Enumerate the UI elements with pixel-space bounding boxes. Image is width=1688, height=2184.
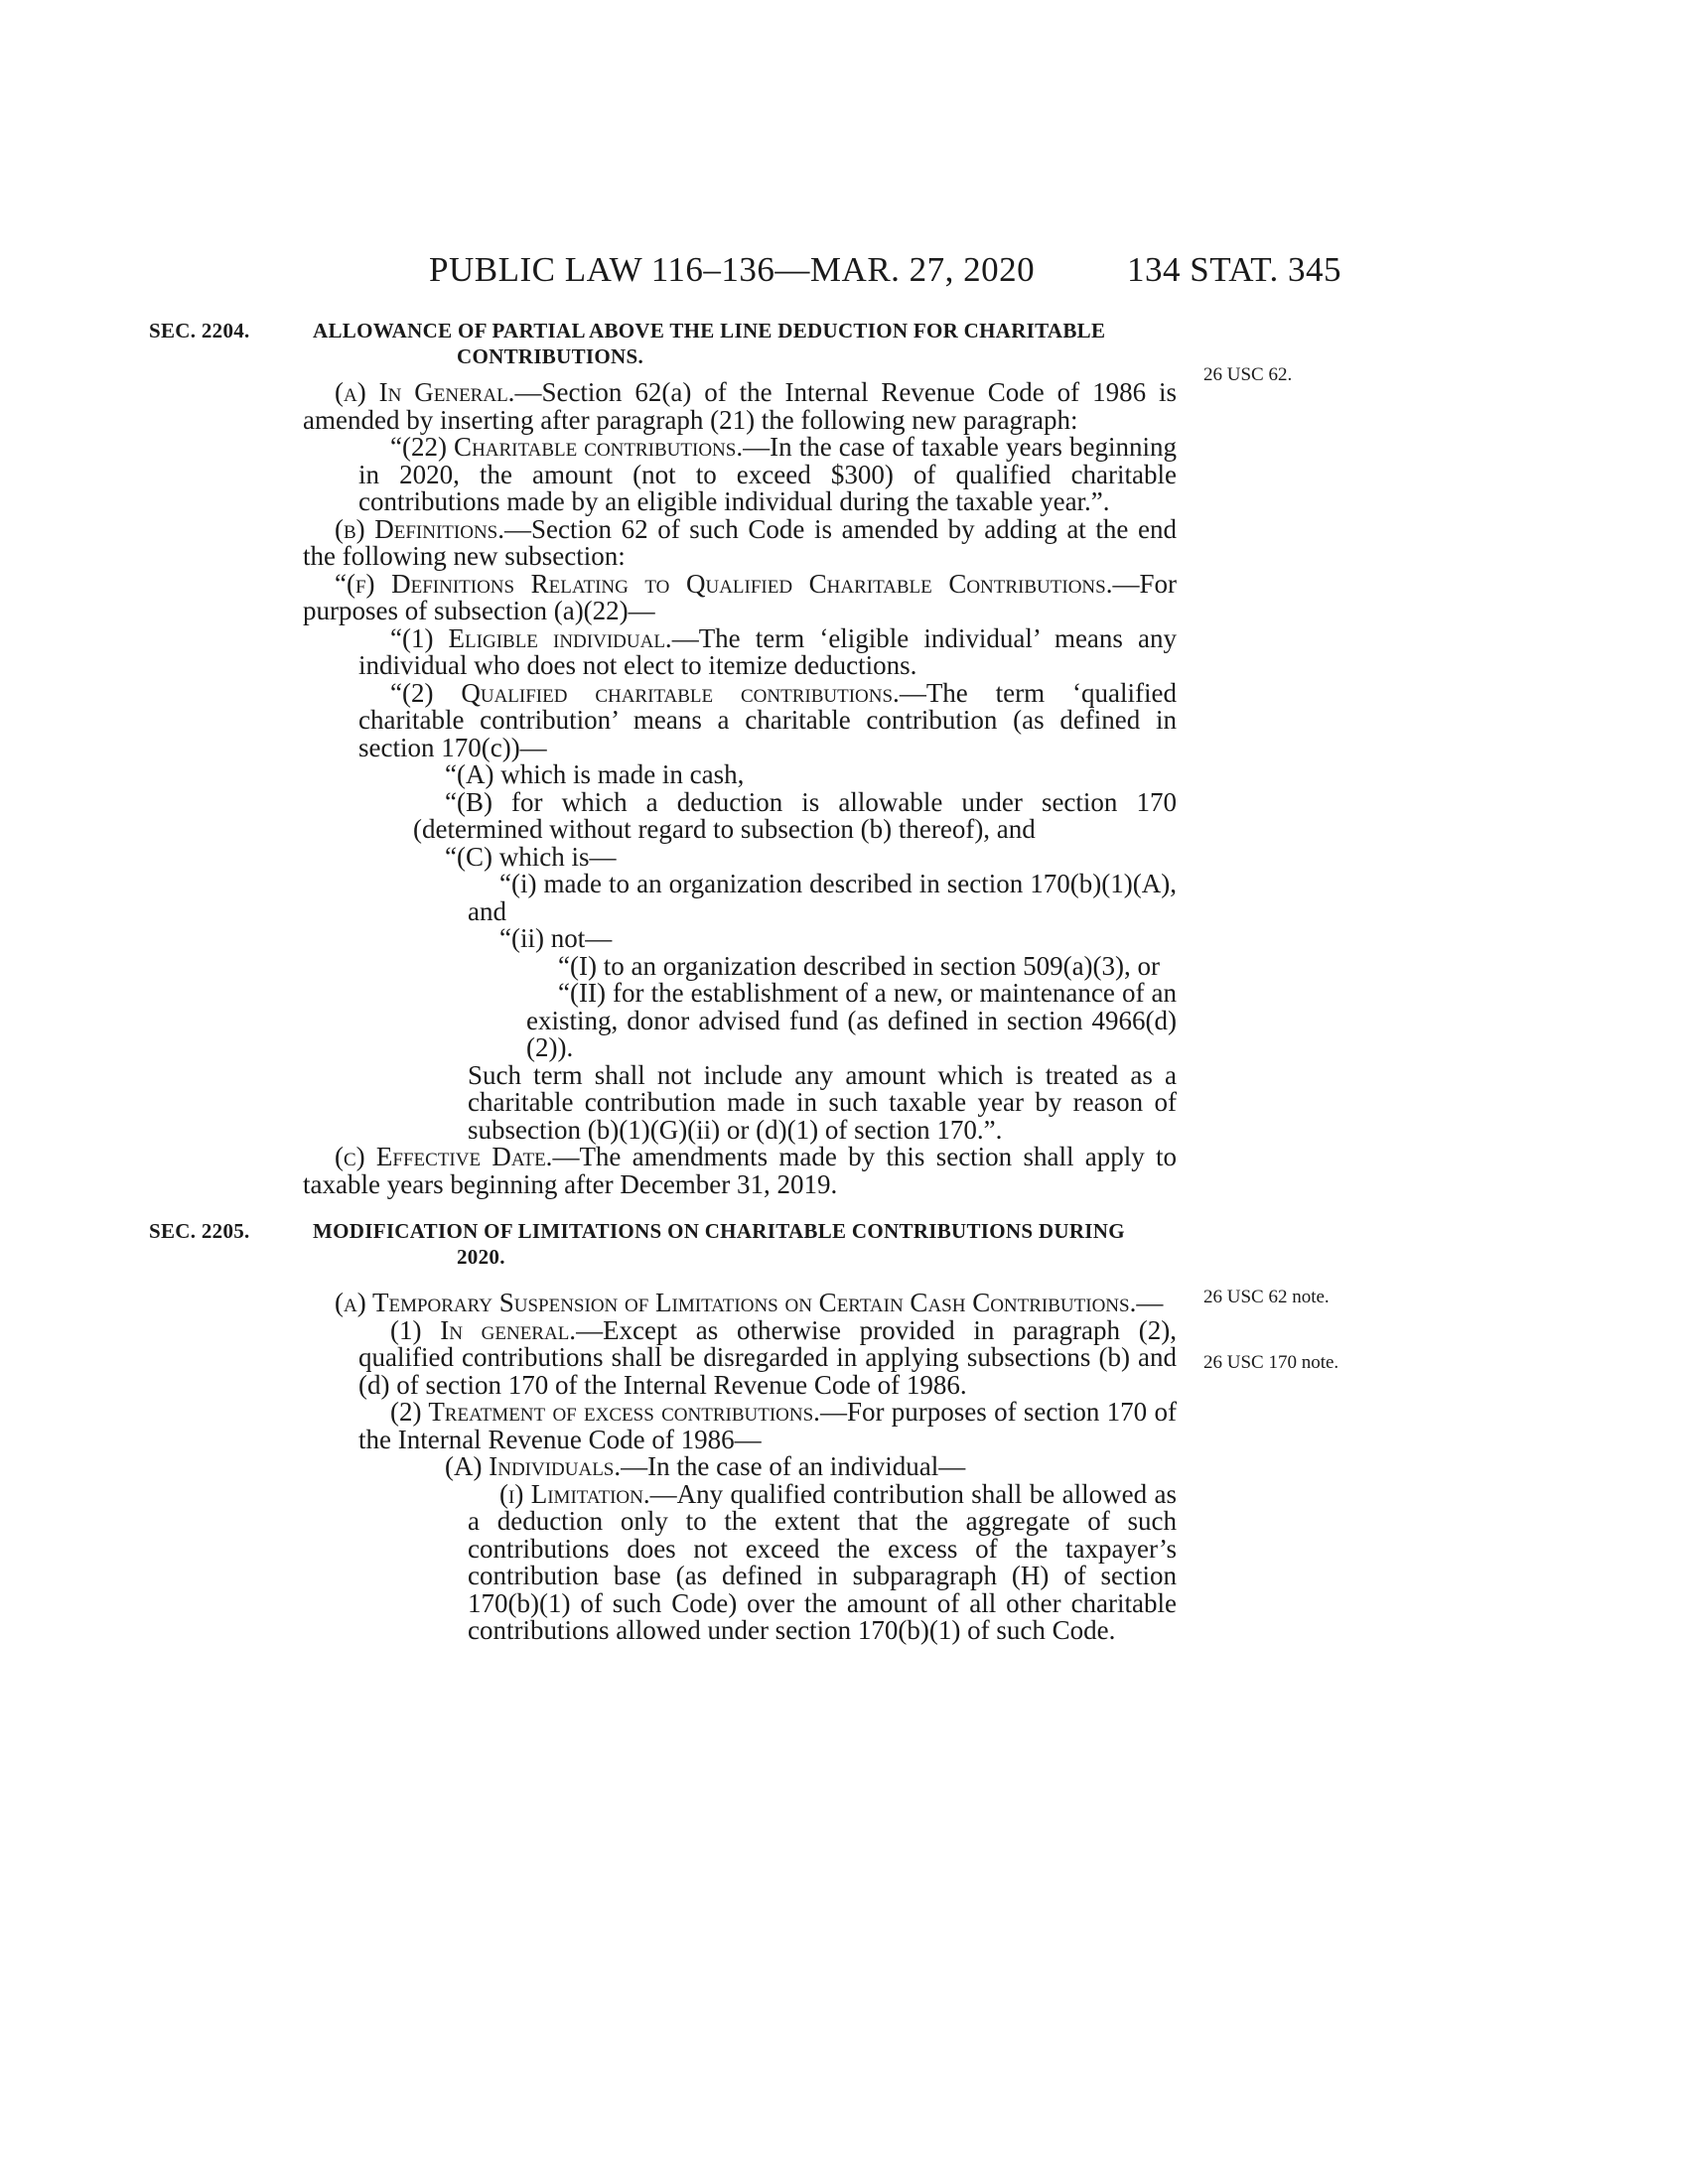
margin-note-usc-170-note: 26 USC 170 note. — [1203, 1352, 1339, 1373]
subparagraph-text: —In the case of an individual— — [621, 1451, 966, 1481]
subsection-a — [303, 379, 1177, 434]
subparagraph-heading: (A) Individuals. — [445, 1451, 622, 1481]
paragraph-1 — [303, 1314, 1177, 1400]
section-2205-heading: SEC. 2205. MODIFICATION OF LIMITATIONS ON CHARITABLE CONTRIBUTIONS DURING 2020. — [149, 1219, 1125, 1269]
subsection-heading: (c) Effective Date. — [335, 1142, 553, 1171]
paragraph-heading: (2) Treatment of excess contributions. — [390, 1397, 820, 1427]
subsection-heading: “(f) Definitions Relating to Qualified Charitable Contributions. — [335, 568, 1113, 599]
section-2204-heading: SEC. 2204. ALLOWANCE OF PARTIAL ABOVE THE LINE DEDUCTION FOR CHARITABLE CONTRIBUTIONS. — [149, 319, 1106, 368]
subclause-II: “(II) for the establishment of a new, or maintenance of an existing, donor advised fund (as defined in section 4966(d)(2)). — [526, 978, 1177, 1062]
paragraph-text: —The term ‘qualified charitable contribution’ means a charitable contribution (as defined in section 170(c))— — [358, 677, 1177, 762]
subsection-text: —For purposes of subsection (a)(22)— — [303, 568, 1177, 625]
definition-closing-text: Such term shall not include any amount which is treated as a charitable contribution made in such taxable year by reason of subsection (b)(1)(G)(ii) or (d)(1) of section 170.”. — [468, 1059, 1177, 1145]
paragraph-text: —Except as otherwise provided in paragraph (2), qualified contributions shall be disregarded in applying subsections (b) and (d) of section 170 of the Internal Revenue Code of 1986. — [358, 1314, 1177, 1400]
subsection-f — [303, 568, 1177, 625]
subsection-heading: (b) Definitions. — [335, 513, 504, 544]
paragraph-22 — [303, 434, 1177, 516]
paragraph-text: —The term ‘eligible individual’ means any individual who does not elect to itemize deductions. — [358, 622, 1178, 680]
subsection-text: —Section 62(a) of the Internal Revenue Code of 1986 is amended by inserting after paragraph (21) the following new paragraph: — [303, 377, 1177, 435]
subsection-a — [303, 1290, 1177, 1317]
paragraph-heading: “(22) Charitable contributions. — [390, 432, 744, 462]
subparagraph-b: “(B) for which a deduction is allowable under section 170 (determined without regard to subsection (b) thereof), and — [413, 786, 1177, 844]
page-header — [0, 250, 1688, 290]
subparagraph-a — [303, 1453, 1177, 1481]
clause-i — [303, 1478, 1177, 1645]
paragraph-heading: “(1) Eligible individual. — [390, 622, 672, 653]
subclause-I: “(I) to an organization described in section 509(a)(3), or — [558, 950, 1161, 981]
paragraph-2 — [303, 1399, 1177, 1453]
margin-note-usc-62: 26 USC 62. — [1203, 364, 1293, 385]
clause-i: “(i) made to an organization described in section 170(b)(1)(A), and — [468, 869, 1177, 926]
subsection-text: —The amendments made by this section shall apply to taxable years beginning after December 31, 2019. — [303, 1142, 1177, 1199]
paragraph-heading: “(2) Qualified charitable contributions. — [390, 677, 900, 708]
running-head-title: PUBLIC LAW 116–136—MAR. 27, 2020 — [429, 250, 1036, 289]
subsection-c — [303, 1144, 1177, 1198]
subsection-heading: (a) In General. — [335, 377, 515, 407]
margin-note-usc-62-note: 26 USC 62 note. — [1203, 1287, 1330, 1307]
paragraph-f2 — [303, 677, 1177, 762]
subsection-text: — — [1136, 1288, 1164, 1317]
subparagraph-a: “(A) which is made in cash, — [445, 759, 745, 789]
subparagraph-c: “(C) which is— — [445, 841, 617, 872]
paragraph-text: —For purposes of section 170 of the Internal Revenue Code of 1986— — [358, 1397, 1177, 1454]
section-title: MODIFICATION OF LIMITATIONS ON CHARITABLE CONTRIBUTIONS DURING 2020. — [313, 1219, 1125, 1269]
clause-ii: “(ii) not— — [499, 923, 613, 953]
subsection-heading: (a) Temporary Suspension of Limitations on Certain Cash Contributions. — [335, 1288, 1137, 1317]
statute-page-number: 134 STAT. 345 — [1127, 250, 1341, 289]
document-body — [149, 318, 1178, 1645]
paragraph-heading: (1) In general. — [390, 1314, 577, 1345]
subsection-b — [303, 513, 1177, 571]
paragraph-f1 — [303, 622, 1178, 680]
section-title: ALLOWANCE OF PARTIAL ABOVE THE LINE DEDUCTION FOR CHARITABLE CONTRIBUTIONS. — [313, 319, 1106, 368]
paragraph-text: —In the case of taxable years beginning in 2020, the amount (not to exceed $300) of qualified charitable contributions made by an eligible individual during the taxable year.”. — [358, 432, 1177, 516]
clause-heading: (i) Limitation. — [499, 1478, 650, 1509]
clause-text: —Any qualified contribution shall be allowed as a deduction only to the extent that the aggregate of such contributions does not exceed the excess of the taxpayer’s contribution base (as defined in subparagraph (H) of section 170(b)(1) of such Code) over the amount of all other charitable contributions allowed under section 170(b)(1) of such Code. — [468, 1478, 1177, 1645]
subsection-text: —Section 62 of such Code is amended by adding at the end the following new subsection: — [303, 513, 1177, 571]
